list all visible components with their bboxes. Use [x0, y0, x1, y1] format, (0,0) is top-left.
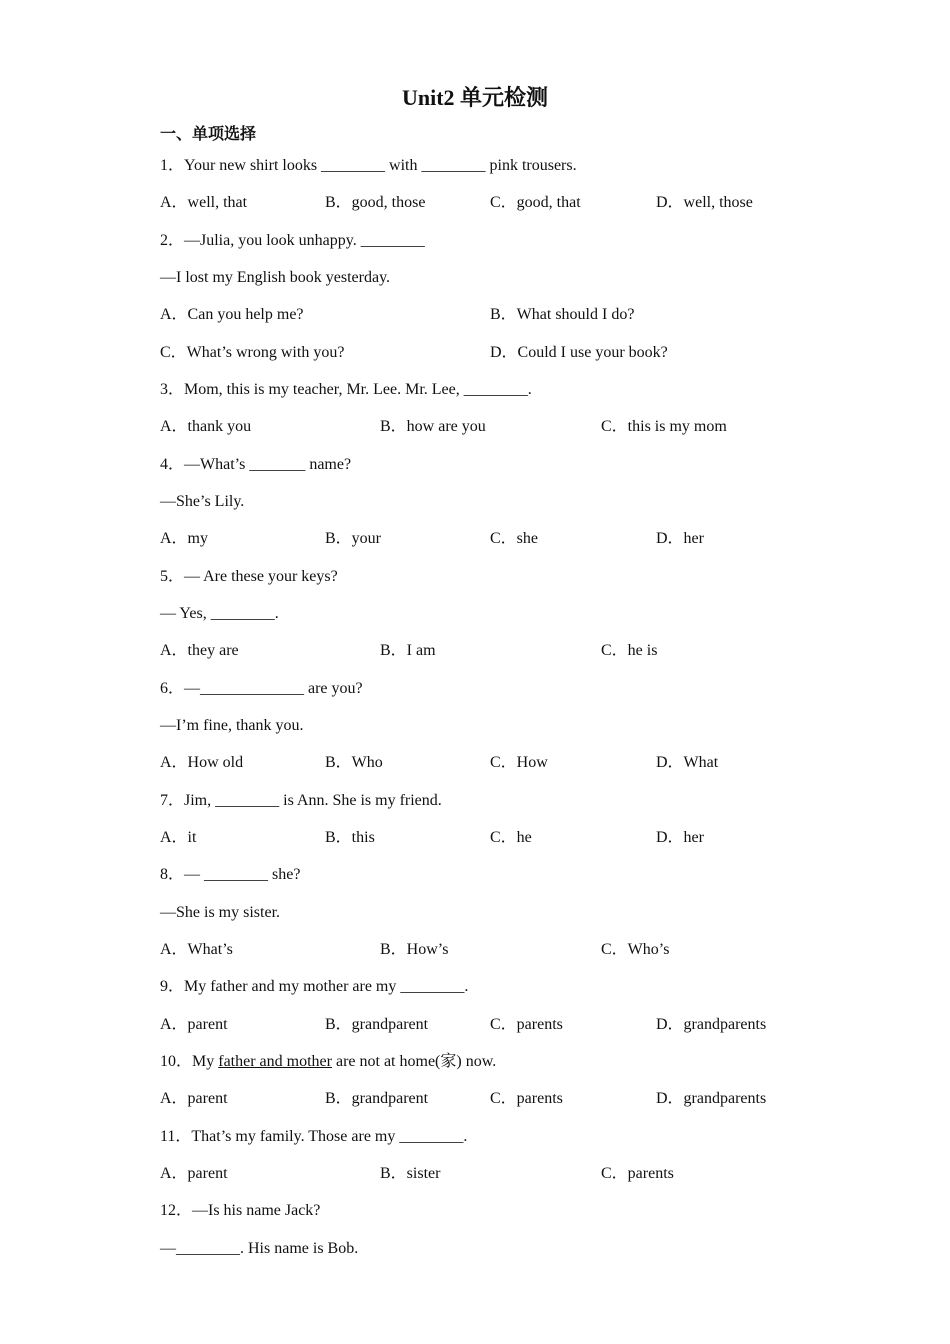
question-7-stem: 7．Jim, ________ is Ann. She is my friend. — [160, 792, 442, 809]
question-6-reply: —I’m fine, thank you. — [160, 717, 304, 734]
q10-option-d: D．grandparents — [656, 1090, 767, 1107]
q9-option-c: C．parents — [490, 1016, 563, 1033]
q7-option-a: A．it — [160, 829, 197, 846]
q2-option-a: A．Can you help me? — [160, 306, 304, 323]
question-10-stem — [160, 1051, 496, 1073]
question-2-reply: —I lost my English book yesterday. — [160, 269, 391, 286]
q1-option-a: A．well, that — [160, 194, 248, 211]
q3-option-a: A．thank you — [160, 418, 252, 435]
q6-option-a: A．How old — [160, 754, 244, 771]
q11-option-a: A．parent — [160, 1165, 228, 1182]
q4-option-d: D．her — [656, 530, 704, 547]
q9-option-a: A．parent — [160, 1016, 228, 1033]
q10-stem-suffix: are not at home(家) now. — [331, 1053, 497, 1070]
question-8-stem: 8．— ________ she? — [160, 866, 301, 883]
q9-option-b: B．grandparent — [325, 1016, 429, 1033]
question-5-stem: 5．— Are these your keys? — [160, 568, 338, 585]
question-9-stem: 9．My father and my mother are my ________. — [160, 978, 469, 995]
q6-option-c: C．How — [490, 754, 548, 771]
q7-option-c: C．he — [490, 829, 532, 846]
question-6-stem: 6．—_____________ are you? — [160, 680, 363, 697]
q6-option-d: D．What — [656, 754, 719, 771]
page-title: Unit2 单元检测 — [401, 85, 549, 110]
q8-option-b: B．How’s — [380, 941, 449, 958]
question-12-stem: 12．—Is his name Jack? — [160, 1202, 321, 1219]
q10-option-c: C．parents — [490, 1090, 563, 1107]
q2-option-c: C．What’s wrong with you? — [160, 344, 345, 361]
q1-option-d: D．well, those — [656, 194, 753, 211]
q1-option-c: C．good, that — [490, 194, 581, 211]
question-5-reply: — Yes, ________. — [160, 605, 279, 622]
q10-option-a: A．parent — [160, 1090, 228, 1107]
q5-option-a: A．they are — [160, 642, 239, 659]
q3-option-b: B．how are you — [380, 418, 486, 435]
q2-option-d: D．Could I use your book? — [490, 344, 668, 361]
question-4-stem: 4．—What’s _______ name? — [160, 456, 352, 473]
q8-option-a: A．What’s — [160, 941, 233, 958]
q6-option-b: B．Who — [325, 754, 383, 771]
q10-underlined-phrase: father and mother — [218, 1053, 332, 1070]
q1-option-b: B．good, those — [325, 194, 426, 211]
q9-option-d: D．grandparents — [656, 1016, 767, 1033]
question-1-stem: 1．Your new shirt looks ________ with ________ pink trousers. — [160, 157, 577, 174]
q5-option-b: B．I am — [380, 642, 436, 659]
q10-stem-prefix: 10．My — [160, 1053, 219, 1070]
q10-option-b: B．grandparent — [325, 1090, 429, 1107]
q7-option-b: B．this — [325, 829, 375, 846]
question-2-stem: 2．—Julia, you look unhappy. ________ — [160, 232, 425, 249]
q11-option-c: C．parents — [601, 1165, 674, 1182]
question-4-reply: —She’s Lily. — [160, 493, 245, 510]
question-11-stem: 11．That’s my family. Those are my ________. — [160, 1128, 468, 1145]
section-heading: 一、单项选择 — [160, 124, 257, 143]
q4-option-a: A．my — [160, 530, 209, 547]
q7-option-d: D．her — [656, 829, 704, 846]
q4-option-c: C．she — [490, 530, 539, 547]
q11-option-b: B．sister — [380, 1165, 441, 1182]
q4-option-b: B．your — [325, 530, 382, 547]
question-12-reply: —________. His name is Bob. — [160, 1240, 359, 1257]
q2-option-b: B．What should I do? — [490, 306, 635, 323]
q5-option-c: C．he is — [601, 642, 658, 659]
question-3-stem: 3．Mom, this is my teacher, Mr. Lee. Mr. Lee, ________. — [160, 381, 532, 398]
q3-option-c: C．this is my mom — [601, 418, 727, 435]
q8-option-c: C．Who’s — [601, 941, 670, 958]
question-8-reply: —She is my sister. — [160, 904, 281, 921]
